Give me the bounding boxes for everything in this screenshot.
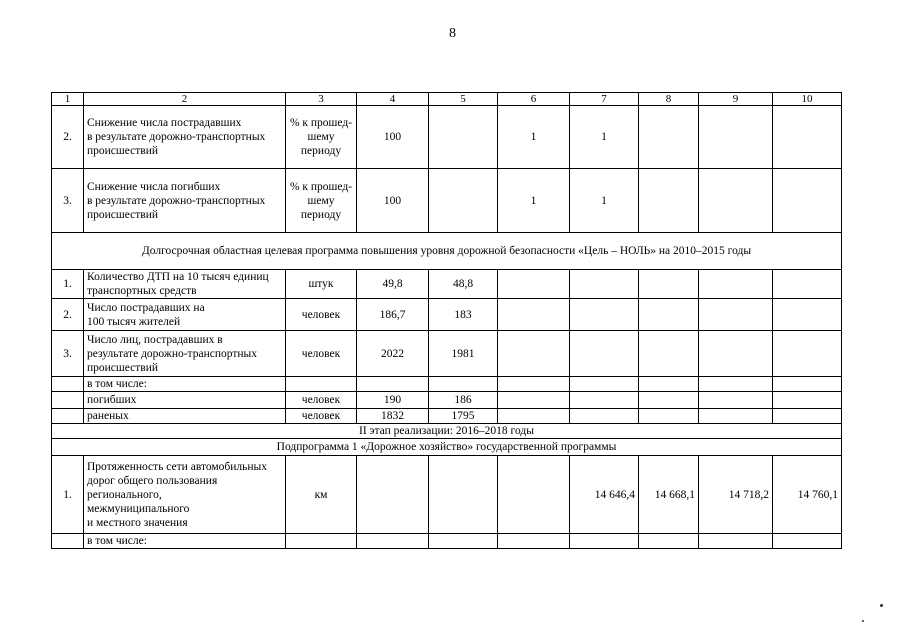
indicator-name: в том числе: [84,377,286,392]
value-cell [699,299,773,331]
value-cell [773,331,842,377]
unit-cell: штук [286,270,357,299]
indicator-line: в результате дорожно-транспортных [87,194,266,207]
unit-cell [286,106,357,169]
value-cell: 1981 [429,331,498,377]
row-number [52,534,84,549]
value-cell [429,169,498,233]
indicator-line: происшествий [87,361,159,374]
value-cell: 1 [570,169,639,233]
value-cell [570,299,639,331]
value-cell [639,299,699,331]
table-row [52,409,842,424]
unit-cell [286,534,357,549]
unit-cell: человек [286,392,357,409]
value-cell [498,270,570,299]
unit-cell: человек [286,409,357,424]
indicator-name [84,456,286,534]
value-cell [699,331,773,377]
value-cell: 14 760,1 [773,456,842,534]
value-cell: 1 [498,106,570,169]
value-cell [570,270,639,299]
value-cell [699,392,773,409]
value-cell [498,299,570,331]
table-row [52,299,842,331]
value-cell [639,409,699,424]
value-cell: 1 [570,106,639,169]
indicator-name [84,169,286,233]
value-cell: 1 [498,169,570,233]
value-cell [498,377,570,392]
value-cell [699,534,773,549]
indicator-line: результате дорожно-транспортных [87,347,257,360]
value-cell: 183 [429,299,498,331]
value-cell [357,534,429,549]
value-cell [570,331,639,377]
unit-line: шему [307,131,335,143]
indicator-line: 100 тысяч жителей [87,315,181,328]
value-cell [429,377,498,392]
indicator-line: происшествий [87,208,159,221]
indicator-line: Число пострадавших на [87,301,205,314]
table-row [52,377,842,392]
value-cell: 49,8 [357,270,429,299]
value-cell [699,106,773,169]
value-cell [639,270,699,299]
page-number: 8 [449,26,456,41]
unit-line: % к прошед- [289,117,353,129]
header-cell: 2 [84,93,286,106]
table-row [52,392,842,409]
header-cell: 8 [639,93,699,106]
value-cell [498,409,570,424]
value-cell [357,377,429,392]
value-cell: 1795 [429,409,498,424]
header-cell: 10 [773,93,842,106]
value-cell [639,169,699,233]
unit-line: шему [307,194,335,207]
unit-line: периоду [300,208,342,221]
table-row [52,331,842,377]
row-number [52,409,84,424]
subprogram-title-row [52,439,842,456]
row-number: 1. [52,270,84,299]
unit-cell: км [286,456,357,534]
subprogram-title: Подпрограмма 1 «Дорожное хозяйство» государственной программы [52,439,842,456]
header-cell: 4 [357,93,429,106]
scan-speck [862,620,864,622]
header-cell: 9 [699,93,773,106]
value-cell [773,534,842,549]
value-cell: 100 [357,169,429,233]
value-cell: 14 668,1 [639,456,699,534]
indicator-name: в том числе: [84,534,286,549]
indicator-name [84,331,286,377]
unit-line: периоду [300,145,342,157]
indicators-table [51,92,842,549]
indicator-line: и местного значения [87,516,188,529]
table-row [52,270,842,299]
indicator-line: в результате дорожно-транспортных [87,131,266,143]
value-cell: 186,7 [357,299,429,331]
header-row [52,93,842,106]
value-cell [429,456,498,534]
value-cell: 100 [357,106,429,169]
value-cell [498,534,570,549]
indicator-line: Количество ДТП на 10 тысяч единиц [87,271,269,283]
indicator-name: раненых [84,409,286,424]
header-cell: 5 [429,93,498,106]
value-cell [498,331,570,377]
indicator-name [84,270,286,299]
value-cell: 186 [429,392,498,409]
value-cell [699,169,773,233]
value-cell [498,456,570,534]
row-number: 2. [52,299,84,331]
value-cell [773,106,842,169]
value-cell [699,270,773,299]
indicator-line: Снижение числа погибших [87,180,221,193]
value-cell [699,409,773,424]
value-cell [773,270,842,299]
program-title: Долгосрочная областная целевая программа повышения уровня дорожной безопасности «Цель – НОЛЬ» на 2010–2015 годы [52,233,842,270]
table-row [52,534,842,549]
stage-title-row [52,424,842,439]
indicator-name: погибших [84,392,286,409]
row-number: 3. [52,169,84,233]
indicator-line: регионального, [87,488,162,501]
value-cell [773,377,842,392]
header-cell: 6 [498,93,570,106]
value-cell [773,409,842,424]
value-cell [699,377,773,392]
row-number: 2. [52,106,84,169]
value-cell: 1832 [357,409,429,424]
value-cell [570,409,639,424]
unit-line: % к прошед- [289,180,353,193]
row-number: 3. [52,331,84,377]
value-cell [570,377,639,392]
row-number [52,377,84,392]
value-cell [639,331,699,377]
header-cell: 3 [286,93,357,106]
stage-title: II этап реализации: 2016–2018 годы [52,424,842,439]
indicator-line: Снижение числа пострадавших [87,117,242,129]
value-cell [639,392,699,409]
value-cell [570,534,639,549]
value-cell [357,456,429,534]
value-cell: 190 [357,392,429,409]
value-cell [773,392,842,409]
value-cell [498,392,570,409]
indicator-line: Число лиц, пострадавших в [87,333,223,346]
value-cell [639,106,699,169]
table-row [52,169,842,233]
unit-cell [286,377,357,392]
value-cell [639,377,699,392]
header-cell: 1 [52,93,84,106]
row-number: 1. [52,456,84,534]
row-number [52,392,84,409]
value-cell [773,169,842,233]
table-row [52,106,842,169]
indicator-line: межмуниципального [87,502,190,515]
unit-cell [286,169,357,233]
indicator-line: Протяженность сети автомобильных [87,460,268,473]
value-cell: 48,8 [429,270,498,299]
header-cell: 7 [570,93,639,106]
indicator-name [84,106,286,169]
scan-speck [880,604,883,607]
unit-cell: человек [286,331,357,377]
value-cell [429,534,498,549]
program-title-row [52,233,842,270]
value-cell [639,534,699,549]
value-cell: 14 646,4 [570,456,639,534]
indicator-line: дорог общего пользования [87,474,218,487]
value-cell [570,392,639,409]
value-cell: 14 718,2 [699,456,773,534]
unit-cell: человек [286,299,357,331]
indicator-line: транспортных средств [87,285,197,297]
table-row [52,456,842,534]
value-cell [773,299,842,331]
value-cell [429,106,498,169]
value-cell: 2022 [357,331,429,377]
indicator-name [84,299,286,331]
indicator-line: происшествий [87,145,159,157]
